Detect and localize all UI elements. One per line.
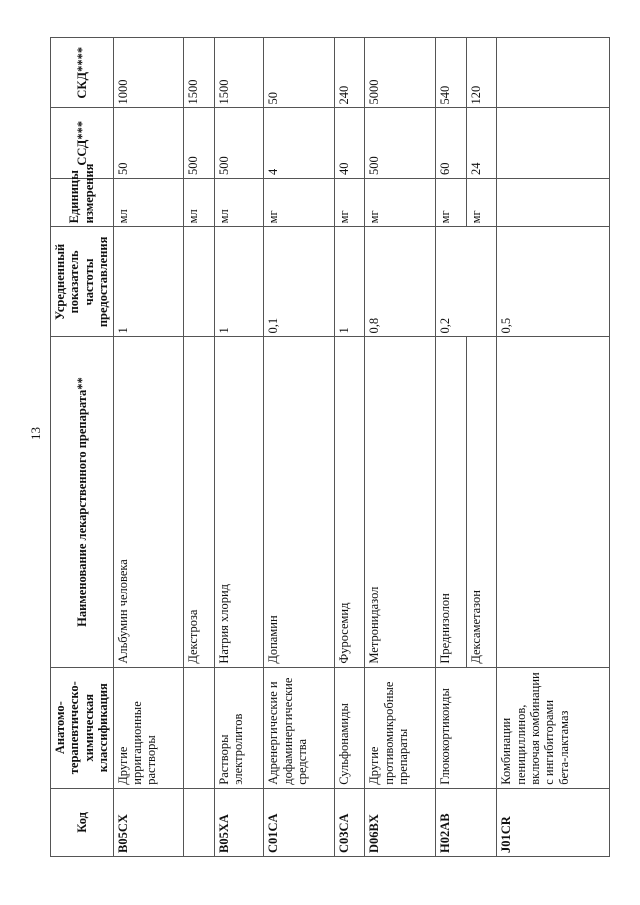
cell-atc: Сульфонамиды <box>334 667 365 788</box>
table-row <box>214 38 263 857</box>
cell-skd: 120 <box>466 38 497 109</box>
page-number: 13 <box>28 427 43 440</box>
cell-skd: 5000 <box>365 38 435 109</box>
cell-drug-name: Декстроза <box>183 337 214 667</box>
table-row <box>334 38 365 857</box>
cell-code: C01CA <box>264 788 334 856</box>
header-unit: Единицы измерения <box>51 178 114 226</box>
cell-drug-name: Фуросемид <box>334 337 365 667</box>
cell-frequency: 0,2 <box>435 227 497 337</box>
cell-unit: мл <box>183 178 214 226</box>
header-frequency: Усредненный показатель частоты предоставления <box>51 227 114 337</box>
cell-ssd <box>497 108 610 178</box>
table-header-row <box>51 38 114 857</box>
header-ssd: ССД*** <box>51 108 114 178</box>
table-row <box>113 38 183 857</box>
cell-ssd: 40 <box>334 108 365 178</box>
cell-code: H02AB <box>435 788 497 856</box>
table-body <box>113 38 610 857</box>
cell-skd: 240 <box>334 38 365 109</box>
cell-drug-name: Натрия хлорид <box>214 337 263 667</box>
cell-atc: Растворы электролитов <box>214 667 263 788</box>
cell-skd: 1500 <box>214 38 263 109</box>
rotated-table-container <box>50 37 610 857</box>
cell-unit: мл <box>214 178 263 226</box>
cell-unit: мл <box>113 178 183 226</box>
cell-drug-name: Допамин <box>264 337 334 667</box>
cell-drug-name: Преднизолон <box>435 337 466 667</box>
cell-drug-name: Дексаметазон <box>466 337 497 667</box>
cell-atc: Глюкокортикоиды <box>435 667 497 788</box>
table-row <box>497 38 610 857</box>
drug-table <box>50 37 610 857</box>
cell-ssd: 4 <box>264 108 334 178</box>
cell-unit: мг <box>466 178 497 226</box>
header-skd: СКД**** <box>51 38 114 109</box>
cell-skd: 1000 <box>113 38 183 109</box>
table-row <box>183 38 214 857</box>
cell-skd: 540 <box>435 38 466 109</box>
cell-unit: мг <box>365 178 435 226</box>
cell-drug-name <box>497 337 610 667</box>
cell-unit: мг <box>264 178 334 226</box>
cell-drug-name: Альбумин человека <box>113 337 183 667</box>
cell-code: C03CA <box>334 788 365 856</box>
cell-atc: Другие противомикробные препараты <box>365 667 435 788</box>
cell-code: J01CR <box>497 788 610 856</box>
cell-atc: Комбинации пенициллинов, включая комбинации с ингибиторами бета-лактамаз <box>497 667 610 788</box>
cell-ssd: 24 <box>466 108 497 178</box>
header-name: Наименование лекарственного препарата** <box>51 337 114 667</box>
cell-atc <box>183 667 214 788</box>
cell-frequency: 1 <box>214 227 263 337</box>
cell-ssd: 500 <box>365 108 435 178</box>
cell-ssd: 500 <box>214 108 263 178</box>
cell-unit: мг <box>435 178 466 226</box>
cell-skd: 1500 <box>183 38 214 109</box>
cell-code: B05XA <box>214 788 263 856</box>
cell-frequency: 0,5 <box>497 227 610 337</box>
table-row <box>365 38 435 857</box>
cell-frequency: 1 <box>113 227 183 337</box>
cell-skd: 50 <box>264 38 334 109</box>
header-atc: Анатомо-терапевтическо-химическая классификация <box>51 667 114 788</box>
cell-atc: Другие ирригационные растворы <box>113 667 183 788</box>
cell-frequency: 0,8 <box>365 227 435 337</box>
cell-code: D06BX <box>365 788 435 856</box>
cell-atc: Адренергические и дофаминергические средства <box>264 667 334 788</box>
cell-skd <box>497 38 610 109</box>
table-row <box>435 38 466 857</box>
cell-frequency <box>183 227 214 337</box>
header-code: Код <box>51 788 114 856</box>
cell-frequency: 1 <box>334 227 365 337</box>
table-row <box>264 38 334 857</box>
cell-code: B05CX <box>113 788 183 856</box>
cell-ssd: 500 <box>183 108 214 178</box>
cell-ssd: 60 <box>435 108 466 178</box>
cell-ssd: 50 <box>113 108 183 178</box>
cell-drug-name: Метронидазол <box>365 337 435 667</box>
cell-unit: мг <box>334 178 365 226</box>
cell-code <box>183 788 214 856</box>
cell-unit <box>497 178 610 226</box>
cell-frequency: 0,1 <box>264 227 334 337</box>
